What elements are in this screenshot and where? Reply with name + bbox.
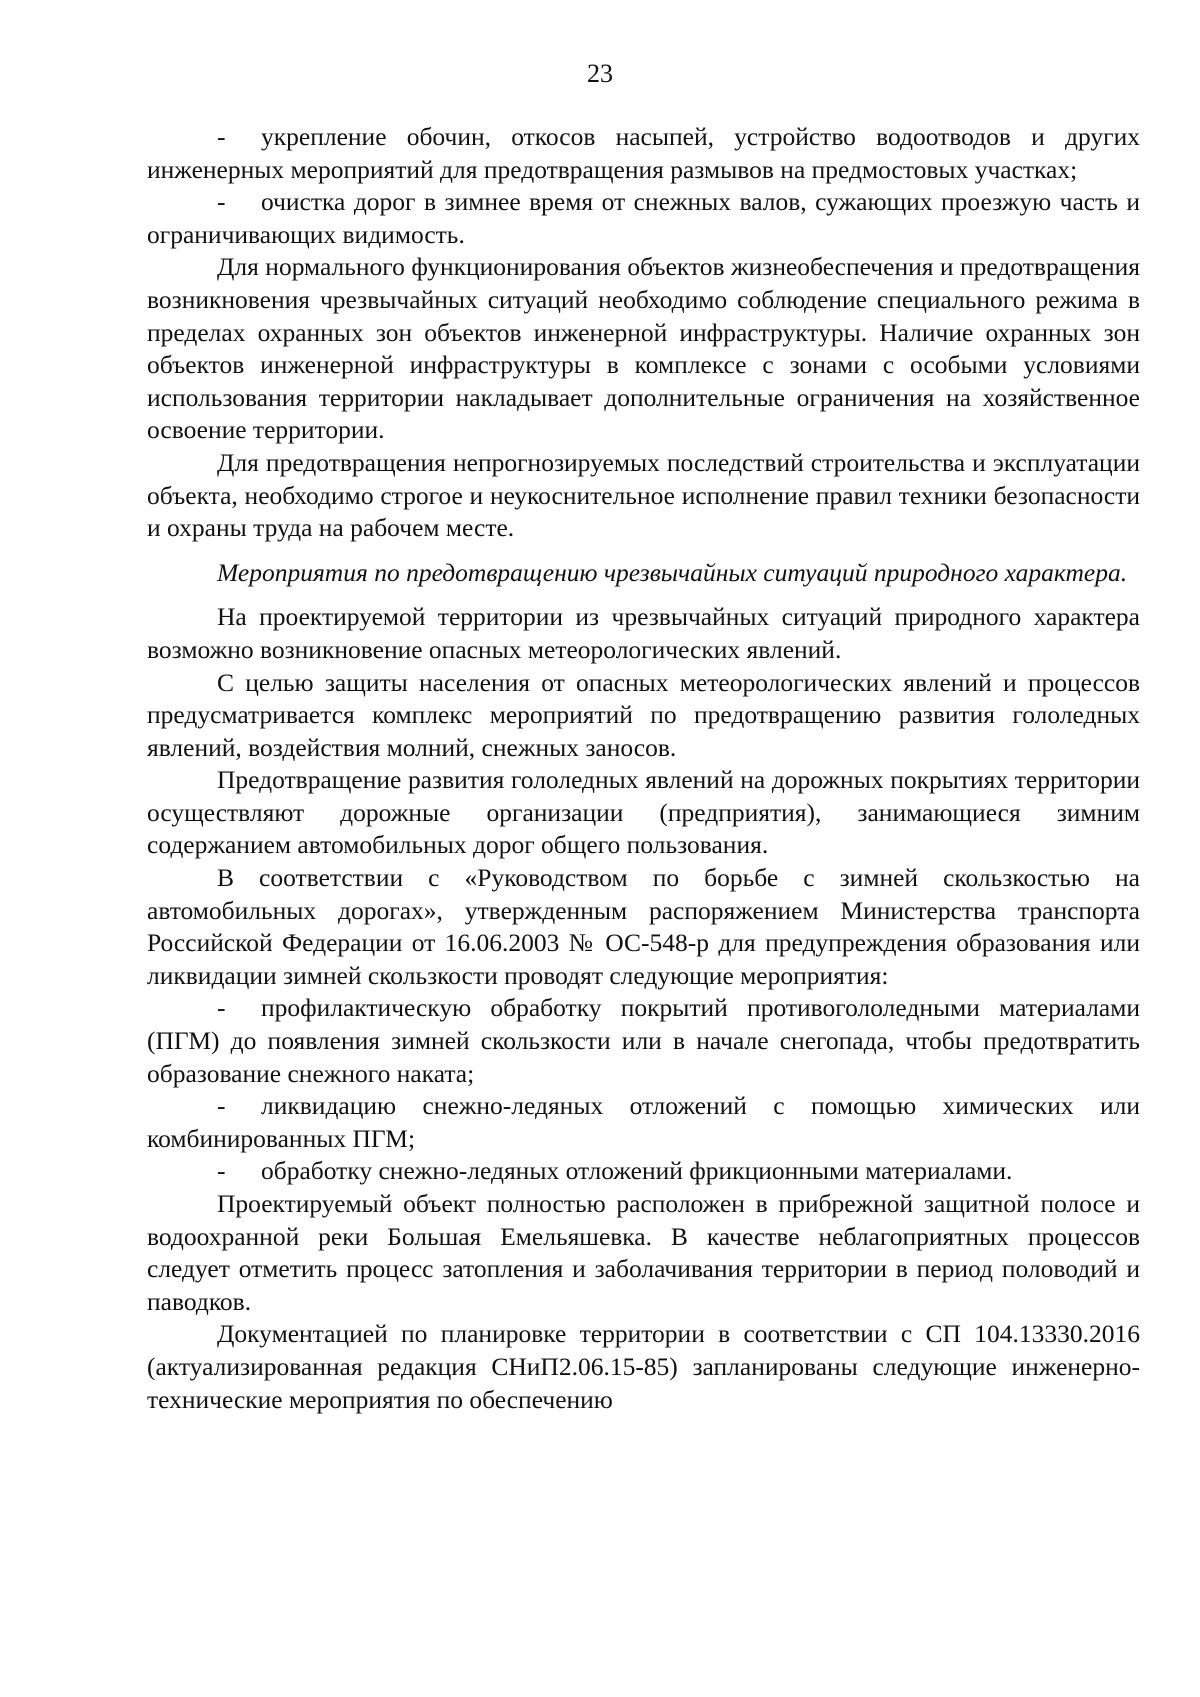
list-item-text: обработку снежно-ледяных отложений фрикционными материалами.	[261, 1156, 1013, 1186]
list-marker: -	[217, 1156, 226, 1186]
list-item	[147, 992, 1140, 1090]
list-item-text: укрепление обочин, откосов насыпей, устройство водоотводов и других инженерных мероприятий для предотвращения размывов на предмостовых участках;	[147, 122, 1140, 184]
document-body	[147, 121, 1140, 1416]
list-marker: -	[217, 1091, 226, 1121]
paragraph: Для предотвращения непрогнозируемых последствий строительства и эксплуатации объекта, необходимо строгое и неукоснительное исполнение правил техники безопасности и охраны труда на рабочем месте.	[147, 447, 1140, 543]
list-item-text: профилактическую обработку покрытий противогололедными материалами (ПГМ) до появления зимней скользкости или в начале снегопада, чтобы предотвратить образование снежного наката;	[147, 993, 1140, 1088]
list-item	[147, 1155, 1140, 1188]
paragraph: На проектируемой территории из чрезвычайных ситуаций природного характера возможно возникновение опасных метеорологических явлений.	[147, 602, 1140, 664]
list-item	[147, 121, 1140, 186]
paragraph: Документацией по планировке территории в соответствии с СП 104.13330.2016 (актуализированная редакция СНиП2.06.15-85) запланированы следующие инженерно-технические мероприятия по обеспечению	[147, 1319, 1140, 1414]
list-marker: -	[217, 122, 226, 151]
paragraph: С целью защиты населения от опасных метеорологических явлений и процессов предусматривается комплекс мероприятий по предотвращению развития гололедных явлений, воздействия молний, снежных заносов.	[147, 667, 1140, 762]
paragraph: В соответствии с «Руководством по борьбе с зимней скользкостью на автомобильных дорогах», утвержденным распоряжением Министерства транспорта Российской Федерации от 16.06.2003 № ОС-548-р для предупреждения образования или ликвидации зимней скользкости проводят следующие мероприятия:	[147, 863, 1140, 990]
list-marker: -	[217, 187, 226, 217]
paragraph: Предотвращение развития гололедных явлений на дорожных покрытиях территории осуществляют дорожные организации (предприятия), занимающиеся зимним содержанием автомобильных дорог общего пользования.	[147, 765, 1140, 860]
list-marker: -	[217, 993, 226, 1023]
paragraph: Проектируемый объект полностью расположен в прибрежной защитной полосе и водоохранной реки Большая Емельяшевка. В качестве неблагоприятных процессов следует отметить процесс затопления и заболачивания территории в период половодий и паводков.	[147, 1189, 1140, 1316]
page-number: 23	[587, 59, 613, 88]
section-heading: Мероприятия по предотвращению чрезвычайных ситуаций природного характера.	[217, 557, 1128, 587]
list-item-text: ликвидацию снежно-ледяных отложений с помощью химических или комбинированных ПГМ;	[147, 1091, 1140, 1153]
list-item	[147, 186, 1140, 251]
list-item-text: очистка дорог в зимнее время от снежных валов, сужающих проезжую часть и ограничивающих видимость.	[147, 187, 1140, 249]
list-item	[147, 1090, 1140, 1155]
paragraph: Для нормального функционирования объектов жизнеобеспечения и предотвращения возникновения чрезвычайных ситуаций необходимо соблюдение специального режима в пределах охранных зон объектов инженерной инфраструктуры. Наличие охранных зон объектов инженерной инфраструктуры в комплексе с зонами с особыми условиями использования территории накладывает дополнительные ограничения на хозяйственное освоение территории.	[147, 252, 1140, 445]
